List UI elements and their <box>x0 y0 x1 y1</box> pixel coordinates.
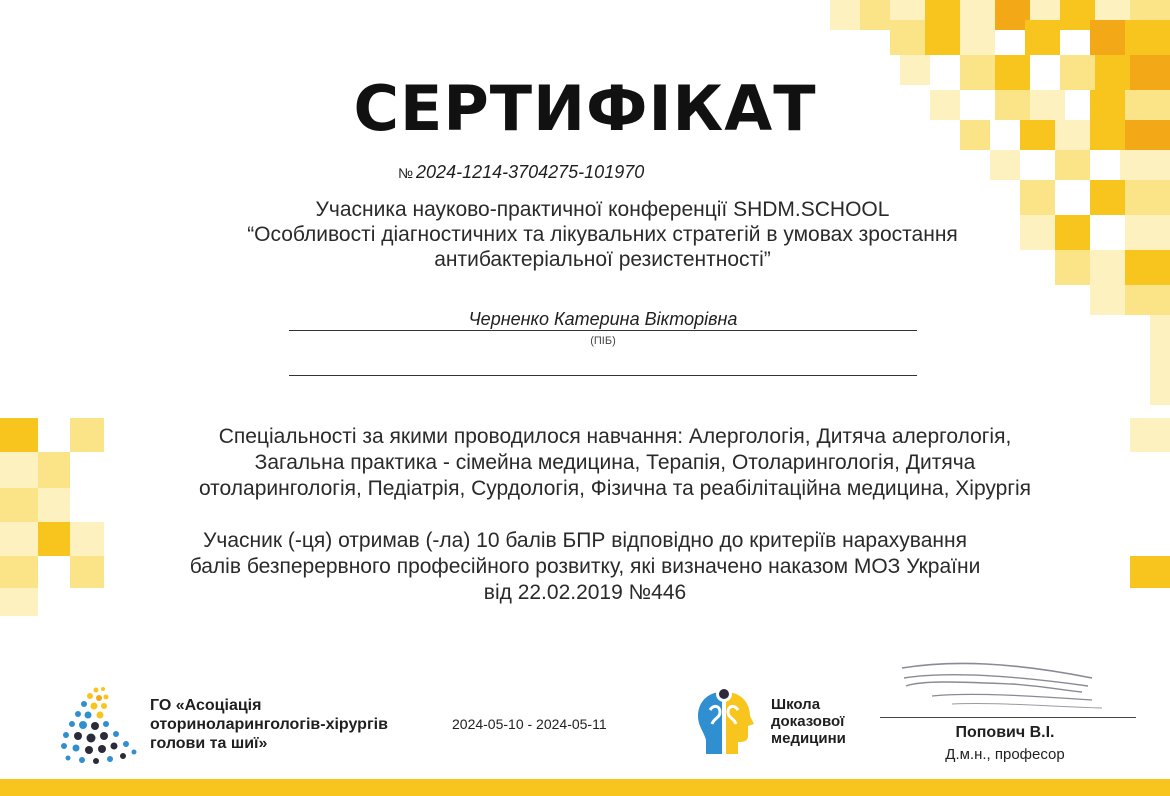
blank-underline <box>289 375 917 376</box>
handwritten-signature <box>892 656 1112 716</box>
association-name-line-1: ГО «Асоціація <box>150 697 262 714</box>
specialties-line-1: Спеціальності за якими проводилося навчання: Алергологія, Дитяча алергологія, <box>218 425 1012 448</box>
cpd-line-3: від 22.02.2019 №446 <box>483 581 687 604</box>
right-mosaic <box>1130 418 1170 588</box>
name-underline <box>289 330 917 331</box>
conference-line-3: антибактеріальної резистентності” <box>434 248 771 271</box>
cpd-points-text <box>110 528 1060 606</box>
association-name-line-3: голови та шиї» <box>150 735 268 752</box>
school-name-line-2: доказової <box>771 713 845 730</box>
certificate-title: СЕРТИФІКАТ <box>353 72 817 145</box>
specialties-line-2: Загальна практика - сімейна медицина, Терапія, Отоларингологія, Дитяча <box>254 451 976 474</box>
signer-name: Попович В.І. <box>955 724 1055 741</box>
cpd-line-1: Учасник (-ця) отримав (-ла) 10 балів БПР відповідно до критеріїв нарахування <box>203 529 967 552</box>
specialties-line-3: отоларингологія, Педіатрія, Сурдологія, Фізична та реабілітаційна медицина, Хірургія <box>198 477 1032 500</box>
cpd-line-2: балів безперервного професійного розвитку, які визначено наказом МОЗ України <box>189 555 981 578</box>
school-name-line-1: Школа <box>771 696 821 713</box>
specialties-text <box>120 424 1110 502</box>
conference-line-1: Учасника науково-практичної конференції SHDM.SCHOOL <box>315 198 890 221</box>
certificate-number <box>398 162 644 183</box>
association-name <box>150 696 388 753</box>
association-name-line-2: оториноларингологів-хірургів <box>150 716 388 733</box>
event-dates: 2024-05-10 - 2024-05-11 <box>452 716 607 732</box>
participant-name: Черненко Катерина Вікторівна <box>468 309 738 329</box>
school-name-line-3: медицини <box>771 730 846 747</box>
association-logo <box>56 684 142 766</box>
certificate-number-value: 2024-1214-3704275-101970 <box>416 162 645 182</box>
conference-line-2: “Особливості діагностичних та лікувальних стратегій в умовах зростання <box>247 223 958 246</box>
name-caption: (ПІБ) <box>590 335 616 347</box>
bottom-band <box>0 779 1170 796</box>
conference-description <box>140 197 1065 272</box>
school-logo <box>694 684 754 758</box>
signer-title: Д.м.н., професор <box>945 746 1065 763</box>
number-sign: № <box>398 165 414 181</box>
signature-line <box>880 717 1136 718</box>
school-name <box>771 696 846 747</box>
left-mosaic <box>0 418 104 616</box>
